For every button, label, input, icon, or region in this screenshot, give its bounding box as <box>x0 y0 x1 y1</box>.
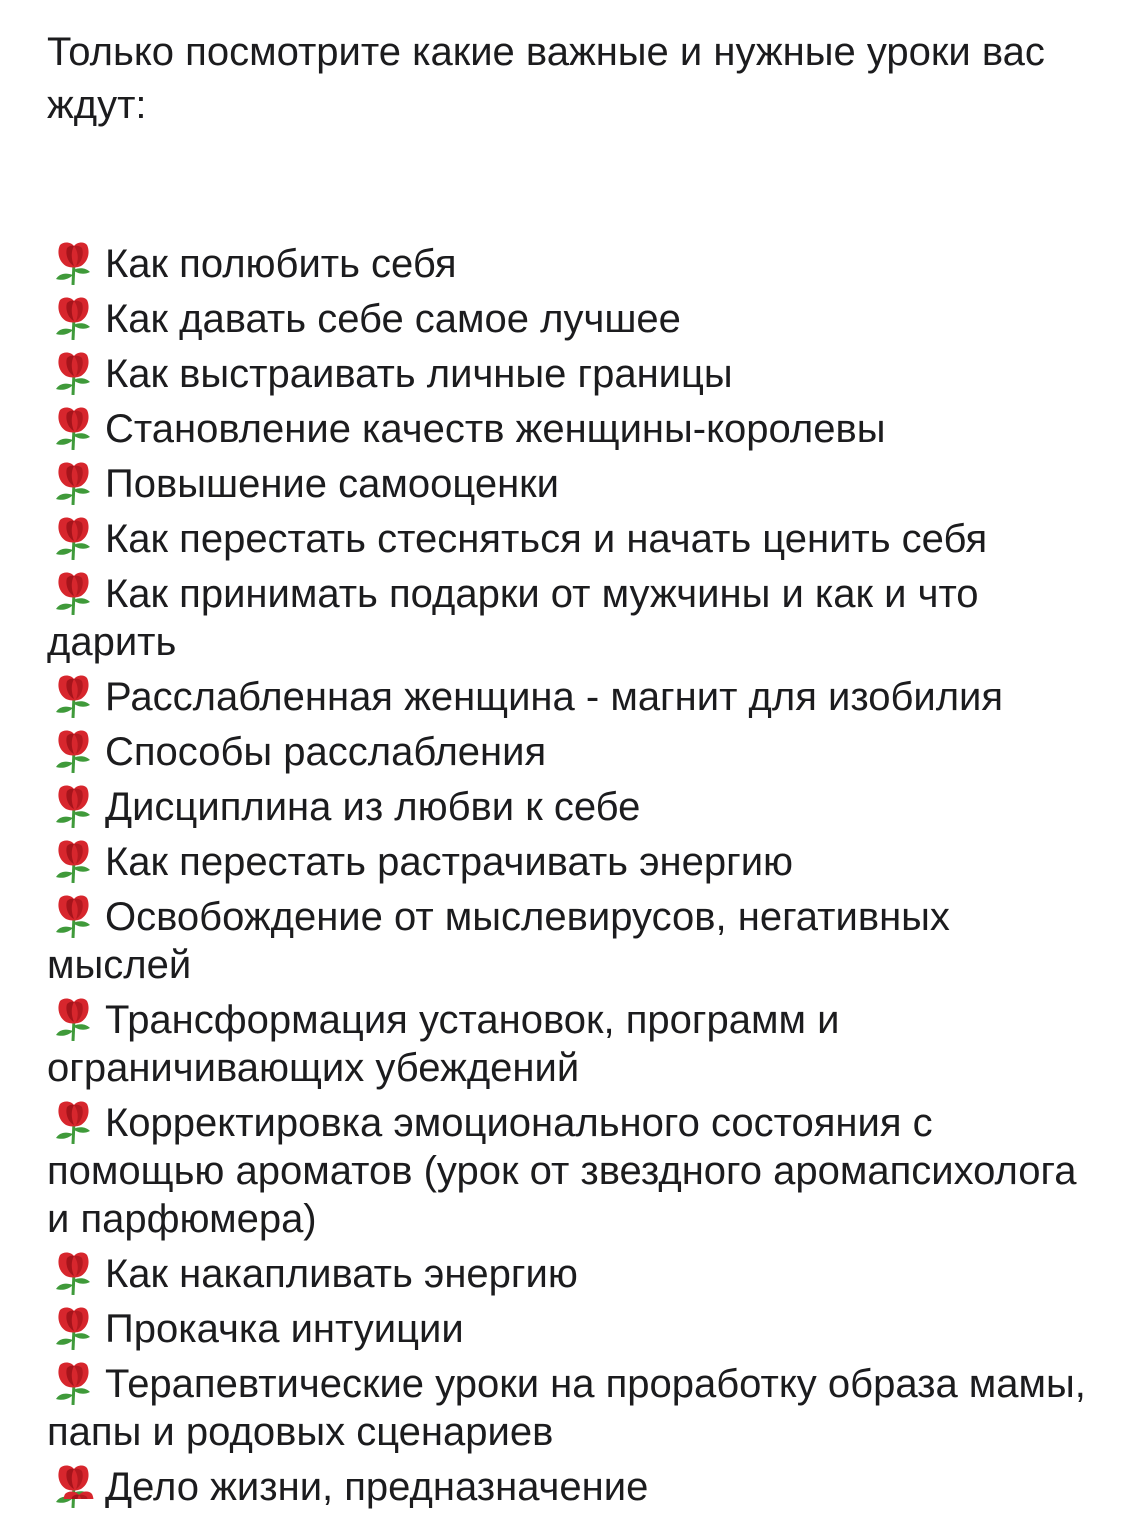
rose-icon <box>47 1359 99 1405</box>
rose-icon <box>47 239 99 285</box>
list-item <box>47 892 1097 989</box>
list-item <box>47 1304 1097 1353</box>
list-item <box>47 404 1097 453</box>
rose-icon <box>47 514 99 560</box>
rose-icon <box>47 294 99 340</box>
lesson-text: Дело жизни, предназначение <box>105 1465 649 1509</box>
lesson-text: Как перестать растрачивать энергию <box>105 840 794 884</box>
lesson-text: Как перестать стесняться и начать ценить себя <box>105 517 988 561</box>
rose-icon <box>47 727 99 773</box>
lesson-text: Как полюбить себя <box>105 242 457 286</box>
rose-icon <box>52 1488 104 1499</box>
lesson-text: Прокачка интуиции <box>105 1307 464 1351</box>
list-item <box>47 1098 1097 1243</box>
rose-icon <box>47 1304 99 1350</box>
lesson-text: Повышение самооценки <box>105 462 560 506</box>
list-item <box>47 514 1097 563</box>
rose-icon <box>47 459 99 505</box>
rose-icon <box>47 1249 99 1295</box>
lesson-text: Корректировка эмоционального состояния с помощью ароматов (урок от звездного аромапсихолога и парфюмера) <box>47 1101 1077 1241</box>
rose-icon <box>47 672 99 718</box>
intro-text: Только посмотрите какие важные и нужные уроки вас ждут: <box>47 30 1045 127</box>
post-content <box>47 26 1097 1517</box>
rose-icon <box>47 995 99 1041</box>
list-item <box>47 294 1097 343</box>
rose-icon <box>47 837 99 883</box>
rose-icon <box>47 404 99 450</box>
list-item <box>47 995 1097 1092</box>
rose-icon <box>52 1488 104 1499</box>
list-item <box>47 459 1097 508</box>
list-item <box>47 1249 1097 1298</box>
rose-icon <box>47 349 99 395</box>
list-item <box>47 837 1097 886</box>
rose-icon <box>47 892 99 938</box>
list-item <box>47 1462 1097 1511</box>
lesson-text: Как выстраивать личные границы <box>105 352 733 396</box>
list-item <box>47 782 1097 831</box>
rose-icon <box>47 1098 99 1144</box>
list-item <box>47 349 1097 398</box>
lesson-text: Как давать себе самое лучшее <box>105 297 681 341</box>
list-item <box>47 672 1097 721</box>
list-item <box>47 727 1097 776</box>
rose-icon <box>47 782 99 828</box>
lesson-text: Терапевтические уроки на проработку образа мамы, папы и родовых сценариев <box>47 1362 1086 1454</box>
lesson-text: Становление качеств женщины-королевы <box>105 407 886 451</box>
lesson-text: Расслабленная женщина - магнит для изобилия <box>105 675 1004 719</box>
rose-icon <box>47 1462 99 1508</box>
lesson-text: Как принимать подарки от мужчины и как и что дарить <box>47 572 979 664</box>
lesson-list <box>47 239 1097 1511</box>
lesson-text: Дисциплина из любви к себе <box>105 785 641 829</box>
lesson-text: Трансформация установок, программ и ограничивающих убеждений <box>47 998 840 1090</box>
list-item <box>47 1359 1097 1456</box>
rose-icon <box>47 569 99 615</box>
lesson-text: Способы расслабления <box>105 730 547 774</box>
list-item <box>47 239 1097 288</box>
lesson-text: Как накапливать энергию <box>105 1252 578 1296</box>
list-item <box>47 569 1097 666</box>
lesson-text: Освобождение от мыслевирусов, негативных мыслей <box>47 895 950 987</box>
